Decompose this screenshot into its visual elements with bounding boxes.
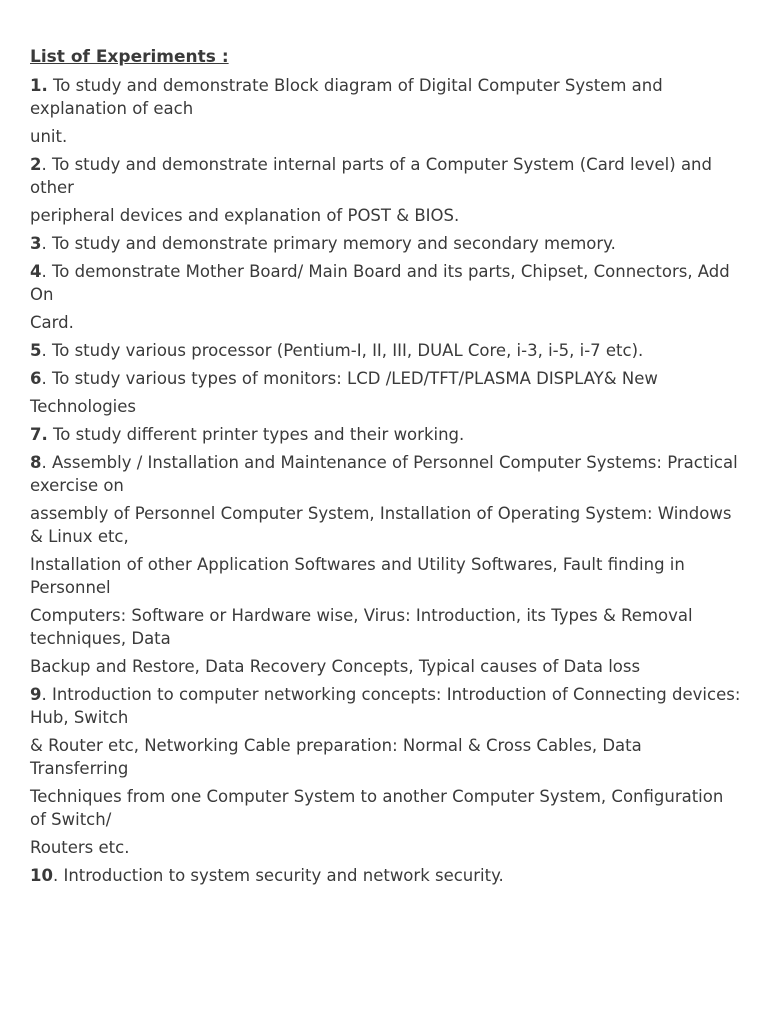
item-number: 9 — [30, 685, 42, 704]
line-text: . To study and demonstrate primary memory and secondary memory. — [41, 234, 616, 253]
item-number: 4 — [30, 262, 42, 281]
text-line — [30, 311, 742, 334]
document-body — [30, 46, 742, 887]
line-text: . Introduction to system security and network security. — [52, 866, 504, 885]
line-text: . Introduction to computer networking concepts: Introduction of Connecting devices: Hub, Switch — [30, 685, 741, 727]
text-line — [30, 367, 742, 390]
text-line — [30, 683, 742, 729]
line-text: assembly of Personnel Computer System, Installation of Operating System: Windows & Linux etc, — [30, 504, 732, 546]
document-heading: List of Experiments : — [30, 47, 229, 67]
text-line — [30, 836, 742, 859]
line-text: & Router etc, Networking Cable preparation: Normal & Cross Cables, Data Transferring — [30, 736, 642, 778]
line-text: Technologies — [30, 397, 136, 416]
line-text: Computers: Software or Hardware wise, Virus: Introduction, its Types & Removal techniques, Data — [30, 606, 693, 648]
line-text: . To study and demonstrate internal parts of a Computer System (Card level) and other — [30, 155, 712, 197]
text-line — [30, 204, 742, 227]
line-text: . To study various types of monitors: LCD /LED/TFT/PLASMA DISPLAY& New — [41, 369, 658, 388]
text-line — [30, 553, 742, 599]
item-number: 6 — [30, 369, 42, 388]
text-line — [30, 125, 742, 148]
text-line — [30, 339, 742, 362]
item-number: 3 — [30, 234, 42, 253]
text-line — [30, 864, 742, 887]
line-text: To study different printer types and their working. — [47, 425, 465, 444]
line-text: . To study various processor (Pentium-I, II, III, DUAL Core, i-3, i-5, i-7 etc). — [41, 341, 644, 360]
text-line — [30, 74, 742, 120]
line-text: peripheral devices and explanation of POST & BIOS. — [30, 206, 460, 225]
line-text: To study and demonstrate Block diagram of Digital Computer System and explanation of each — [30, 76, 663, 118]
text-line — [30, 423, 742, 446]
item-number: 8 — [30, 453, 42, 472]
text-line — [30, 451, 742, 497]
text-line — [30, 153, 742, 199]
text-line — [30, 655, 742, 678]
item-number: 2 — [30, 155, 42, 174]
line-text: . Assembly / Installation and Maintenance of Personnel Computer Systems: Practical exercise on — [30, 453, 738, 495]
text-line — [30, 232, 742, 255]
item-number: 7. — [30, 425, 48, 444]
text-line — [30, 734, 742, 780]
line-text: Techniques from one Computer System to another Computer System, Configuration of Switch/ — [30, 787, 724, 829]
line-text: Backup and Restore, Data Recovery Concepts, Typical causes of Data loss — [30, 657, 641, 676]
line-text: Card. — [30, 313, 74, 332]
text-line — [30, 395, 742, 418]
text-line — [30, 260, 742, 306]
text-line — [30, 502, 742, 548]
line-text: Installation of other Application Softwares and Utility Softwares, Fault finding in Personnel — [30, 555, 685, 597]
text-line — [30, 785, 742, 831]
item-number: 10 — [30, 866, 53, 885]
item-number: 5 — [30, 341, 42, 360]
line-text: Routers etc. — [30, 838, 130, 857]
line-text: unit. — [30, 127, 68, 146]
text-line — [30, 604, 742, 650]
item-number: 1. — [30, 76, 48, 95]
line-text: . To demonstrate Mother Board/ Main Board and its parts, Chipset, Connectors, Add On — [30, 262, 730, 304]
